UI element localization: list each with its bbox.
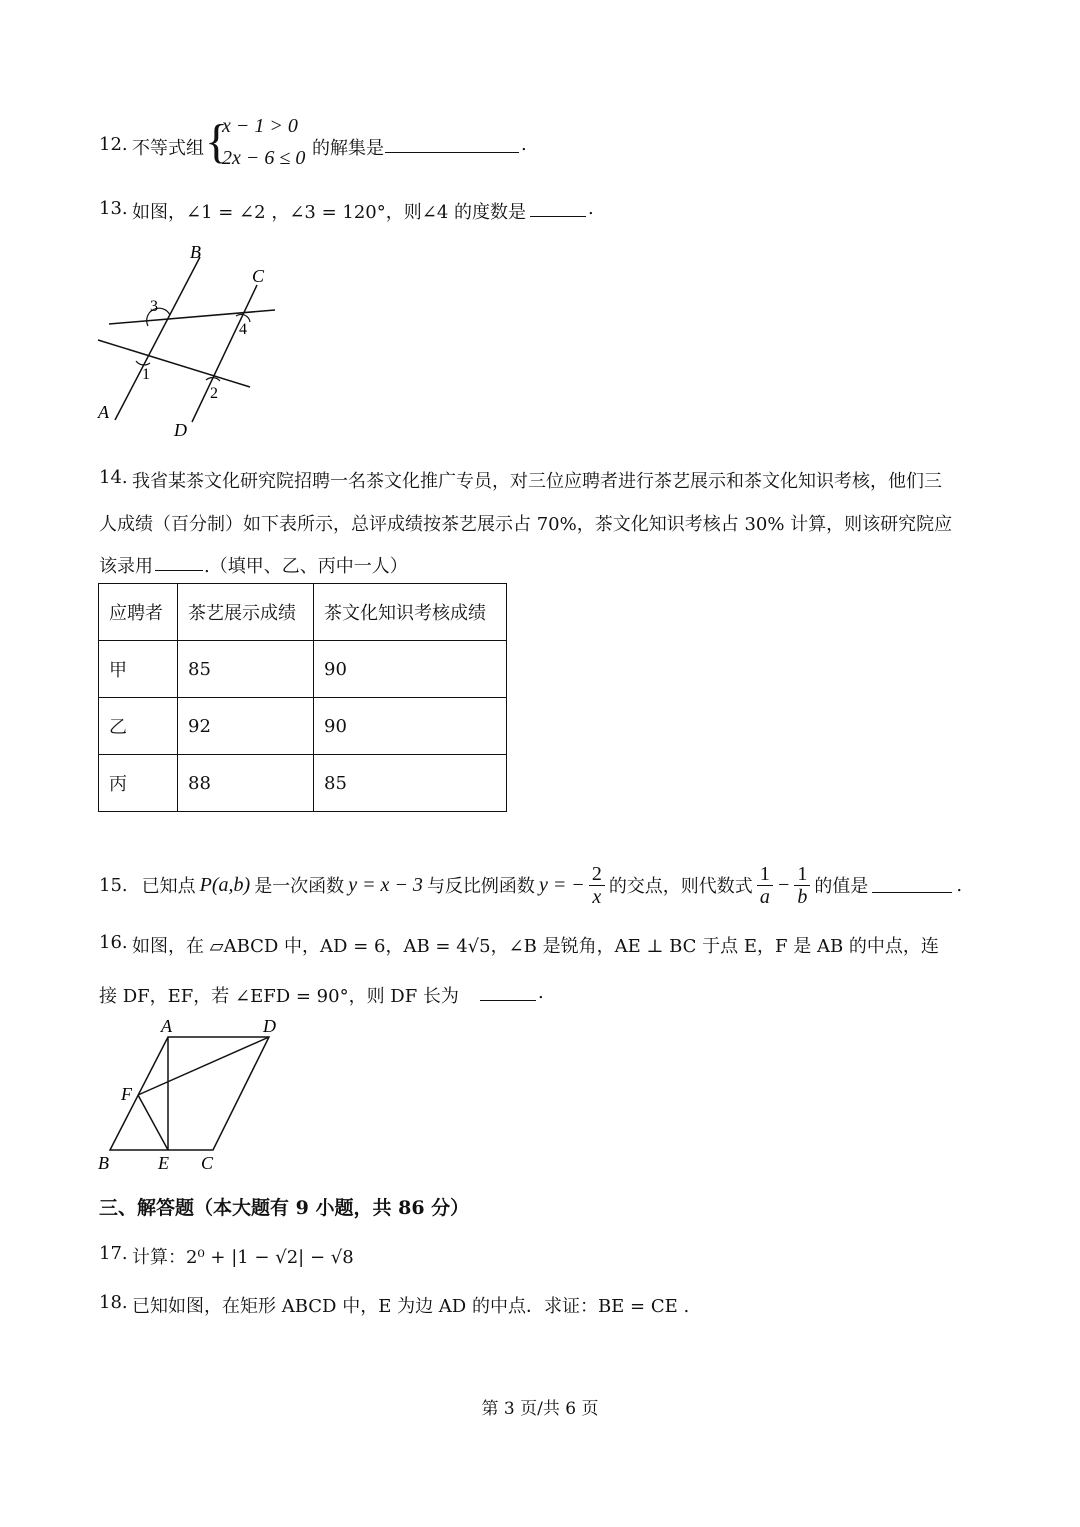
table-cell: 丙 xyxy=(99,755,178,812)
q12-answer-blank[interactable] xyxy=(385,134,519,157)
q15-inverse-function-lhs: y = − xyxy=(538,873,585,896)
label-c: C xyxy=(201,1153,214,1173)
q13-period: . xyxy=(588,198,594,219)
table-cell: 乙 xyxy=(99,698,178,755)
q14-line-3-suffix: .（填甲、乙、丙中一人） xyxy=(204,556,408,577)
table-row xyxy=(99,641,507,698)
label-c: C xyxy=(252,266,265,286)
angle-1-arc xyxy=(136,361,150,365)
table-cell: 85 xyxy=(314,755,507,812)
page-footer: 第 3 页/共 6 页 xyxy=(481,1399,599,1419)
q12-brace: { xyxy=(205,115,229,168)
q12-period: . xyxy=(521,134,527,155)
q15-period: . xyxy=(956,874,963,896)
line-cd xyxy=(192,285,257,422)
q15-minus: − xyxy=(776,873,791,896)
q15-fraction-1-over-a: $\frac{1}{a}$ xyxy=(757,863,773,908)
line-ab xyxy=(115,257,200,420)
q15-fraction-2-over-x: $\frac{2}{x}$ xyxy=(589,863,605,908)
q12-number: 12. xyxy=(99,134,128,155)
q17-text: 计算：2⁰ + |1 − √2| − √8 xyxy=(132,1247,354,1268)
q15-point: P(a,b) xyxy=(199,873,251,896)
table-header-row xyxy=(99,584,507,641)
q14-answer-blank[interactable] xyxy=(155,552,203,575)
q16-line-2: 接 DF，EF，若 ∠EFD = 90°，则 DF 长为 xyxy=(99,986,459,1007)
q13-text: 如图，∠1 = ∠2 ，∠3 = 120°，则∠4 的度数是 xyxy=(132,202,526,223)
q15-line xyxy=(99,858,962,912)
label-e: E xyxy=(158,1153,169,1173)
q15-text-3: 与反比例函数 xyxy=(426,876,535,897)
segment-fe xyxy=(138,1095,168,1150)
table-row xyxy=(99,755,507,812)
table-cell: 90 xyxy=(314,698,507,755)
q15-text-1: 已知点 xyxy=(141,876,196,897)
q13-answer-blank[interactable] xyxy=(530,198,586,221)
table-cell: 92 xyxy=(178,698,314,755)
label-angle-2: 2 xyxy=(210,385,218,402)
label-a: A xyxy=(98,402,109,422)
q17-number: 17. xyxy=(99,1243,128,1264)
q14-line-2: 人成绩（百分制）如下表所示，总评成绩按茶艺展示占 70%，茶文化知识考核占 30% 计算，则该研究院应 xyxy=(99,514,953,535)
label-angle-1: 1 xyxy=(142,366,150,383)
table-cell: 88 xyxy=(178,755,314,812)
q16-period: . xyxy=(538,982,544,1003)
label-a: A xyxy=(161,1016,172,1036)
q12-suffix: 的解集是 xyxy=(312,138,384,159)
segment-fd xyxy=(138,1037,269,1095)
q15-text-5: 的值是 xyxy=(814,876,869,897)
label-d: D xyxy=(174,420,187,440)
parallelogram-abcd xyxy=(110,1037,269,1150)
label-b: B xyxy=(98,1153,109,1173)
q12-inequality-1: x − 1 > 0 xyxy=(222,115,298,137)
section-3-title: 三、解答题（本大题有 9 小题，共 86 分） xyxy=(99,1197,470,1219)
q15-linear-function: y = x − 3 xyxy=(348,873,423,896)
table-header-cell: 茶文化知识考核成绩 xyxy=(314,584,507,641)
q14-score-table xyxy=(98,583,507,812)
q14-line-1: 我省某茶文化研究院招聘一名茶文化推广专员，对三位应聘者进行茶艺展示和茶文化知识考核，他们三 xyxy=(132,471,942,492)
q15-text-4: 的交点，则代数式 xyxy=(608,876,753,897)
q16-answer-blank[interactable] xyxy=(480,982,536,1005)
label-angle-4: 4 xyxy=(239,321,247,338)
table-row xyxy=(99,698,507,755)
q16-figure xyxy=(95,1013,295,1178)
q14-number: 14. xyxy=(99,467,128,488)
table-cell: 85 xyxy=(178,641,314,698)
table-cell: 90 xyxy=(314,641,507,698)
q15-fraction-1-over-b: $\frac{1}{b}$ xyxy=(794,863,810,908)
q12-inequality-2: 2x − 6 ≤ 0 xyxy=(222,147,306,169)
q15-text-2: 是一次函数 xyxy=(254,876,345,897)
table-header-cell: 茶艺展示成绩 xyxy=(178,584,314,641)
table-cell: 甲 xyxy=(99,641,178,698)
label-d: D xyxy=(263,1016,276,1036)
q13-figure xyxy=(90,240,290,440)
q13-number: 13. xyxy=(99,198,128,219)
label-angle-3: 3 xyxy=(150,298,158,315)
q12-prefix: 不等式组 xyxy=(132,138,204,159)
q16-number: 16. xyxy=(99,932,128,953)
q15-answer-blank[interactable] xyxy=(872,874,952,897)
q15-number: 15. xyxy=(99,874,128,896)
q16-line-1: 如图，在 ▱ABCD 中，AD = 6，AB = 4√5，∠B 是锐角，AE ⊥ BC 于点 E，F 是 AB 的中点，连 xyxy=(132,936,939,957)
q18-text: 已知如图，在矩形 ABCD 中，E 为边 AD 的中点．求证：BE = CE . xyxy=(132,1296,690,1317)
q14-line-3-prefix: 该录用 xyxy=(99,556,153,577)
label-f: F xyxy=(121,1084,132,1104)
q18-number: 18. xyxy=(99,1292,128,1313)
table-header-cell: 应聘者 xyxy=(99,584,178,641)
label-b: B xyxy=(190,242,201,262)
